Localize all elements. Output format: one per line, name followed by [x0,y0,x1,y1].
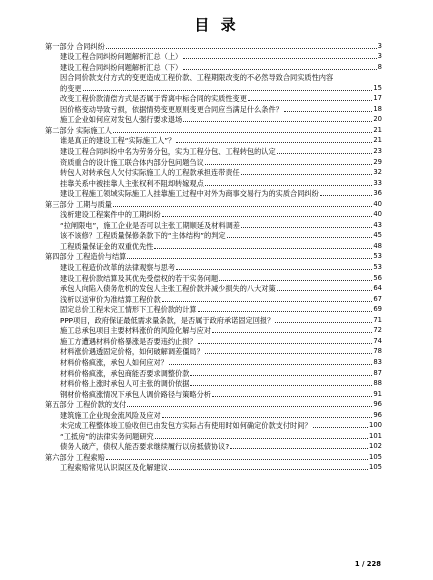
toc-page-number: 56 [373,273,382,282]
toc-leader-dots [183,58,376,59]
toc-entry-title: 浅析以送审价为准结算工程价款 [60,294,161,304]
toc-leader-dots [155,438,368,439]
toc-entry[interactable] [45,272,382,283]
toc-page-number: 23 [373,147,382,156]
toc-leader-dots [176,142,372,143]
toc-entry-title: 工程质量保证金的双重优先性 [60,241,154,251]
toc-entry-title: 的变更 [60,83,82,93]
toc-entry-title: 钢材价格疯涨情况下承包人调价路径与策略分析 [60,389,211,399]
toc-leader-dots [248,100,372,101]
toc-leader-dots [162,417,373,418]
toc-entry[interactable] [45,283,382,294]
toc-entry[interactable] [45,378,382,389]
toc-entry-title: 建设工程合同纠纷问题解析汇总（上） [60,52,183,62]
toc-leader-dots [113,206,372,207]
toc-entry-title: 第三部分 工期与质量 [45,199,112,209]
toc-entry[interactable] [45,167,382,178]
toc-entry[interactable] [45,93,382,104]
toc-entry[interactable] [45,240,382,251]
toc-entry-title: 谁是真正的建设工程“实际施工人”？ [60,136,176,146]
toc-page-number: 78 [373,347,382,356]
toc-entry[interactable] [45,209,382,220]
toc-page-number: 17 [373,94,382,103]
toc-entry-title: 因合同价款支付方式的变更造成工程价款、工程期限改变的不必然导致合同实质性内容 [60,73,334,83]
toc-page-number: 72 [373,326,382,335]
toc-leader-dots [277,153,373,154]
toc-entry-title: 材料价格疯涨，承包人如何应对？ [60,357,168,367]
toc-page-number: 96 [373,410,382,419]
toc-entry[interactable] [45,441,382,452]
toc-page-number: 53 [373,252,382,261]
toc-page-number: 18 [373,104,382,113]
toc-leader-dots [241,174,373,175]
toc-leader-dots [154,248,372,249]
toc-entry-title: 承包人向陷入债务危机的发包人主张工程价款并减少损失的八大对策 [60,284,276,294]
toc-entry-title: 挂靠关系中被挂靠人主张权利不阻却转嫁观点 [60,178,204,188]
toc-entry[interactable] [45,72,382,83]
toc-entry-title: 建设工程价款结算及其优先受偿权的若干实务问题 [60,273,219,283]
toc-entry[interactable] [45,335,382,346]
toc-part-heading[interactable] [45,124,382,135]
toc-entry-title: 材料价格疯涨，承包商能否要求调整价款 [60,368,190,378]
toc-page-number: 91 [373,389,382,398]
toc-page-number: 101 [369,431,382,440]
toc-leader-dots [198,311,373,312]
toc-leader-dots [106,48,377,49]
toc-entry-title: 建设工程合同纠纷中名为劳务分包，实为工程分包、工程转包的认定 [60,147,276,157]
toc-entry[interactable] [45,82,382,93]
toc-part-heading[interactable] [45,251,382,262]
toc-entry[interactable] [45,135,382,146]
toc-page-number: 96 [373,400,382,409]
toc-leader-dots [83,90,373,91]
toc-entry-title: 第一部分 合同纠纷 [45,41,105,51]
toc-entry-title: “工抵房”的法律实务问题研究 [60,431,154,441]
toc-entry[interactable] [45,51,382,62]
toc-entry-title: 第五部分 工程价款的支付 [45,400,127,410]
toc-entry[interactable] [45,325,382,336]
toc-leader-dots [198,343,373,344]
toc-leader-dots [106,459,368,460]
toc-leader-dots [127,258,372,259]
toc-entry[interactable] [45,103,382,114]
toc-entry[interactable] [45,114,382,125]
toc-part-heading[interactable] [45,451,382,462]
toc-page-number: 74 [373,336,382,345]
toc-entry-title: 施工总承包项目主要材料涨价的风险化解与应对 [60,326,211,336]
toc-page-number: 71 [373,315,382,324]
toc-entry[interactable] [45,293,382,304]
toc-entry-title: 浅析建设工程案件中的工期纠纷 [60,210,161,220]
toc-leader-dots [205,185,373,186]
toc-leader-dots [284,111,373,112]
toc-entry[interactable] [45,388,382,399]
toc-entry[interactable] [45,314,382,325]
toc-entry-title: 资质重合的设计施工联合体内部分包问题刍议 [60,157,204,167]
toc-entry[interactable] [45,430,382,441]
toc-entry-title: 建设工程合同纠纷问题解析汇总（下） [60,62,183,72]
toc-entry[interactable] [45,304,382,315]
toc-entry-title: 固定总价工程未完工情形下工程价款的计算 [60,305,197,315]
table-of-contents [45,40,382,472]
toc-entry[interactable] [45,230,382,241]
toc-page-number: 64 [373,284,382,293]
toc-entry[interactable] [45,177,382,188]
toc-entry-title: 材料价格上涨时承包人可主张的调价依据 [60,379,190,389]
toc-page-number: 45 [373,231,382,240]
toc-entry-title: 因价格变动导致亏损，依据情势变更原则变更合同应当满足什么条件？ [60,104,283,114]
page-title: 目 录 [194,16,239,34]
toc-leader-dots [241,227,372,228]
toc-page-number: 8 [377,62,382,71]
toc-entry[interactable] [45,420,382,431]
toc-part-heading[interactable] [45,198,382,209]
toc-leader-dots [212,396,372,397]
toc-leader-dots [205,353,373,354]
toc-page-number: 15 [373,83,382,92]
toc-leader-dots [183,69,376,70]
toc-entry-title: 建设工程施工领域实际施工人挂靠施工过程中对外为商事交易行为的实质合同纠纷 [60,189,319,199]
toc-page-number: 43 [373,220,382,229]
toc-entry[interactable] [45,188,382,199]
toc-entry-title: 建设工程造价改革的法律观察与思考 [60,263,176,273]
toc-entry-title: “拉闸限电”，施工企业是否可以主张工期顺延及材料调差 [60,220,240,230]
toc-page-number: 67 [373,294,382,303]
toc-leader-dots [230,448,368,449]
toc-entry-title: 第四部分 工程造价与结算 [45,252,127,262]
toc-page-number: 3 [377,52,382,61]
toc-entry[interactable] [45,61,382,72]
toc-leader-dots [190,385,372,386]
toc-page-number: 36 [373,189,382,198]
toc-entry[interactable] [45,367,382,378]
toc-entry-title: 转包人对转承包人欠付实际施工人的工程款承担连带责任 [60,168,240,178]
toc-leader-dots [227,237,373,238]
toc-leader-dots [113,132,372,133]
toc-leader-dots [127,406,372,407]
toc-entry-title: 材料涨价遇透固定价格，如何破解调差僵局？ [60,347,204,357]
toc-page-number: 83 [373,357,382,366]
toc-leader-dots [219,280,372,281]
toc-entry[interactable] [45,409,382,420]
toc-entry-title: PPP项目，政府保证最低需求量条款，是否属于政府承诺固定回报？ [60,315,275,325]
toc-entry-title: 债务人破产，债权人能否要求继续履行以房抵债协议? [60,442,230,452]
toc-page-number: 53 [373,263,382,272]
toc-entry-title: 第六部分 工程索赔 [45,452,105,462]
toc-page-number: 100 [369,421,382,430]
toc-entry-title: 改变工程价款清偿方式是否属于背离中标合同的实质性变更 [60,94,247,104]
toc-leader-dots [320,195,373,196]
toc-entry-title: 第二部分 实际施工人 [45,125,112,135]
toc-page-number: 40 [373,199,382,208]
toc-entry[interactable] [45,145,382,156]
toc-leader-dots [169,469,368,470]
toc-leader-dots [313,427,368,428]
toc-entry-title: 施工企业如何应对发包人强行要求退场 [60,115,183,125]
toc-leader-dots [190,375,372,376]
toc-leader-dots [162,216,373,217]
toc-page-number: 105 [369,452,382,461]
toc-leader-dots [212,332,372,333]
toc-leader-dots [162,301,373,302]
toc-leader-dots [176,269,372,270]
toc-page-number: 21 [373,136,382,145]
toc-page-number: 20 [373,115,382,124]
toc-entry[interactable] [45,356,382,367]
toc-entry[interactable] [45,219,382,230]
toc-entry[interactable] [45,261,382,272]
toc-leader-dots [277,290,373,291]
toc-entry-title: 工程索赔常见认识误区及化解建议 [60,463,168,473]
page-counter: 1 / 228 [354,560,381,568]
toc-part-heading[interactable] [45,40,382,51]
toc-entry-title: 未完成工程整体竣工验收但已由发包方实际占有使用时如何确定价款支付时间？ [60,421,312,431]
toc-page-number: 33 [373,178,382,187]
toc-entry-title: 建筑施工企业现金流风险及应对 [60,410,161,420]
toc-leader-dots [275,322,372,323]
toc-page-number: 3 [377,41,382,50]
toc-entry-title: 施工方遭遇材料价格暴涨是否要违约止损？ [60,336,197,346]
toc-page-number: 32 [373,168,382,177]
toc-page-number: 105 [369,463,382,472]
toc-part-heading[interactable] [45,399,382,410]
toc-leader-dots [169,364,373,365]
toc-entry[interactable] [45,462,382,473]
toc-page-number: 88 [373,379,382,388]
toc-page-number: 87 [373,368,382,377]
toc-leader-dots [183,121,372,122]
toc-entry[interactable] [45,346,382,357]
toc-page-number: 102 [369,442,382,451]
toc-page-number: 21 [373,125,382,134]
toc-leader-dots [205,164,373,165]
toc-entry-title: 该不该修？工程质量保修条款下的“主体结构”的判定 [60,231,226,241]
toc-entry[interactable] [45,156,382,167]
toc-page-number: 29 [373,157,382,166]
toc-page-number: 69 [373,305,382,314]
toc-page-number: 40 [373,210,382,219]
toc-page-number: 48 [373,241,382,250]
